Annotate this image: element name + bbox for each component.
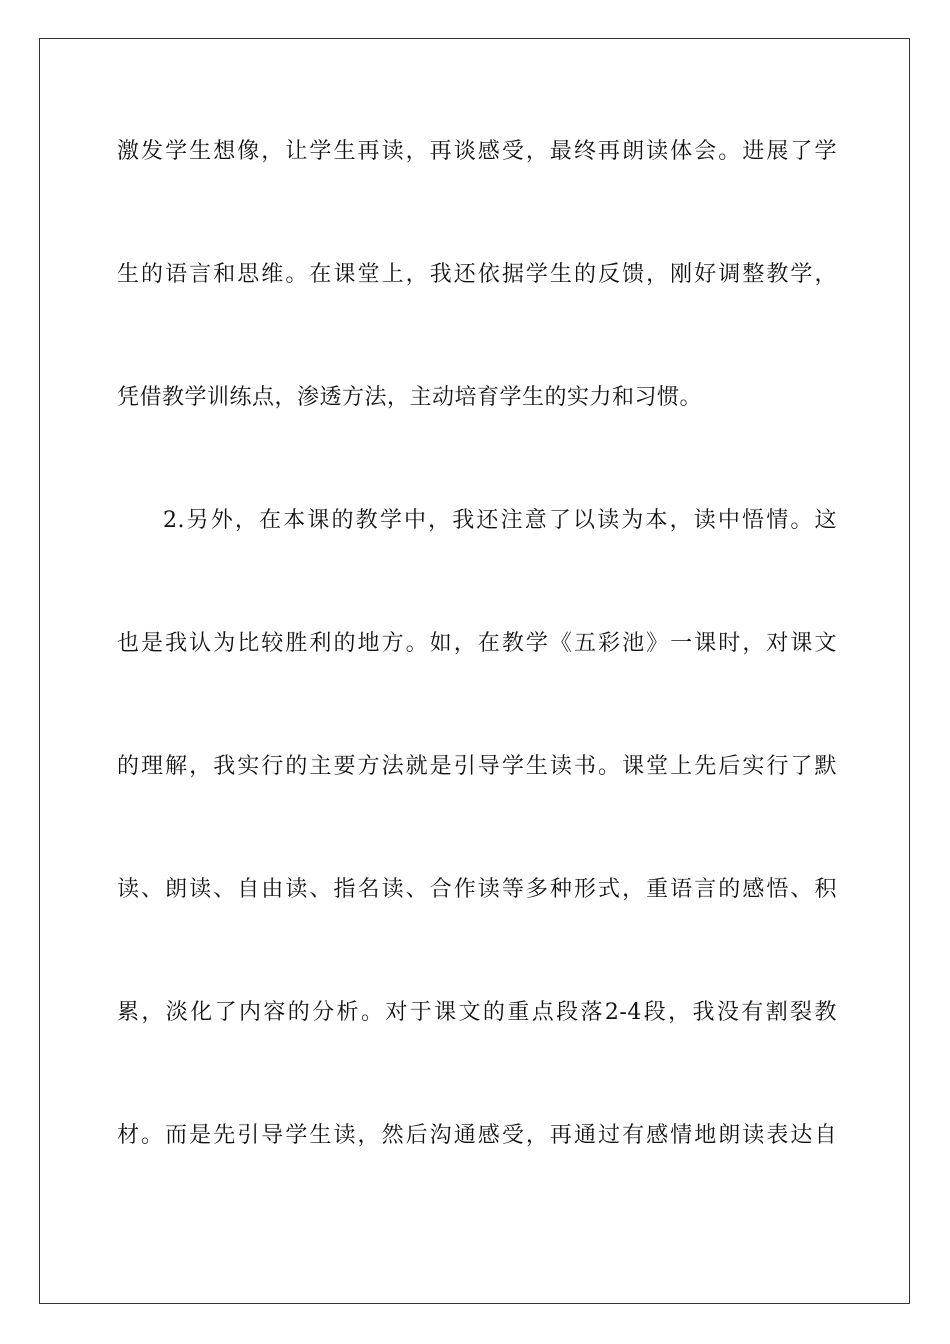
paragraph-2-first-line: 2.另外，在本课的教学中，我还注意了以读为本，读中悟情。这 xyxy=(163,508,837,533)
text-line-1: 激发学生想像，让学生再读，再谈感受，最终再朗读体会。进展了学 xyxy=(117,139,837,164)
text-line-6: 的理解，我实行的主要方法就是引导学生读书。课堂上先后实行了默 xyxy=(117,754,837,779)
text-line-8: 累，淡化了内容的分析。对于课文的重点段落2-4段，我没有割裂教 xyxy=(117,1000,837,1025)
text-line-9: 材。而是先引导学生读，然后沟通感受，再通过有感情地朗读表达自 xyxy=(117,1123,837,1148)
text-line-7: 读、朗读、自由读、指名读、合作读等多种形式，重语言的感悟、积 xyxy=(117,877,837,902)
text-line-3: 凭借教学训练点，渗透方法，主动培育学生的实力和习惯。 xyxy=(117,385,703,410)
text-line-5: 也是我认为比较胜利的地方。如，在教学《五彩池》一课时，对课文 xyxy=(117,631,837,656)
page-border xyxy=(39,38,910,1304)
text-line-2: 生的语言和思维。在课堂上，我还依据学生的反馈，刚好调整教学， xyxy=(117,262,837,287)
